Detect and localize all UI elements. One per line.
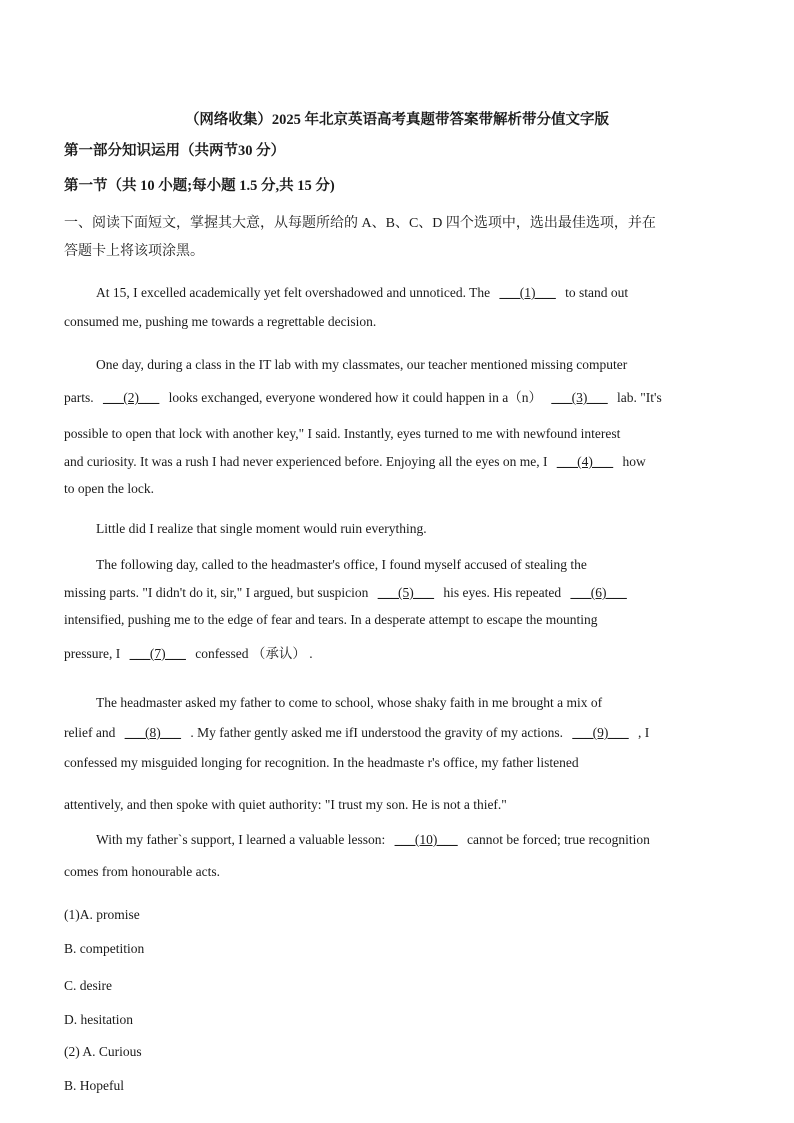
blank-6: ___(6)___	[570, 585, 627, 600]
option-item: D. hesitation	[64, 1012, 133, 1027]
passage-text: At 15, I excelled academically yet felt overshadowed and unnoticed. The	[96, 285, 494, 300]
passage-text: and curiosity. It was a rush I had never experienced before. Enjoying all the eyes on me, I	[64, 454, 551, 469]
passage-text: to stand out	[561, 285, 629, 300]
passage-line	[64, 586, 633, 600]
passage-line: Little did I realize that single moment would ruin everything.	[96, 521, 427, 536]
passage-text: With my father`s support, I learned a valuable lesson:	[96, 832, 389, 847]
passage-line	[64, 391, 662, 405]
passage-line	[64, 647, 313, 661]
passage-text: lab. "It's	[613, 390, 662, 405]
blank-7: ___(7)___	[129, 646, 186, 661]
passage-text: how	[619, 454, 646, 469]
blank-1: ___(1)___	[499, 285, 556, 300]
passage-line: intensified, pushing me to the edge of fear and tears. In a desperate attempt to escape the mounting	[64, 612, 598, 627]
blank-9: ___(9)___	[572, 725, 629, 740]
passage-text: his eyes. His repeated	[440, 585, 565, 600]
blank-10: ___(10)___	[394, 832, 458, 847]
passage-line: comes from honourable acts.	[64, 864, 220, 879]
passage-line: One day, during a class in the IT lab with my classmates, our teacher mentioned missing computer	[96, 357, 628, 372]
passage-line: possible to open that lock with another key," I said. Instantly, eyes turned to me with newfound interest	[64, 426, 621, 441]
passage-line	[64, 726, 649, 740]
option-item: (2) A. Curious	[64, 1044, 142, 1059]
passage-text: looks exchanged, everyone wondered how it could happen in a（n）	[165, 390, 546, 405]
document-title: （网络收集）2025 年北京英语高考真题带答案带解析带分值文字版	[184, 112, 610, 128]
passage-text: relief and	[64, 725, 119, 740]
passage-text: cannot be forced; true recognition	[463, 832, 650, 847]
passage-line: confessed my misguided longing for recognition. In the headmaste r's office, my father listened	[64, 755, 579, 770]
passage-line	[96, 833, 650, 847]
passage-text: pressure, I	[64, 646, 124, 661]
passage-text: confessed （承认） .	[191, 646, 313, 661]
passage-line: consumed me, pushing me towards a regrettable decision.	[64, 314, 377, 329]
blank-8: ___(8)___	[124, 725, 181, 740]
option-item: B. competition	[64, 941, 145, 956]
passage-text: . My father gently asked me ifI understood the gravity of my actions.	[186, 725, 567, 740]
part-heading: 第一部分知识运用（共两节30 分）	[64, 143, 286, 159]
passage-text: missing parts. "I didn't do it, sir," I argued, but suspicion	[64, 585, 372, 600]
blank-5: ___(5)___	[377, 585, 435, 600]
blank-2: ___(2)___	[103, 390, 160, 405]
passage-line	[64, 455, 646, 469]
passage-line: The following day, called to the headmaster's office, I found myself accused of stealing the	[96, 557, 587, 572]
passage-line	[96, 286, 628, 300]
option-item: (1)A. promise	[64, 907, 140, 922]
passage-text: , I	[634, 725, 650, 740]
section-heading: 第一节（共 10 小题;每小题 1.5 分,共 15 分)	[64, 178, 335, 194]
option-item: B. Hopeful	[64, 1078, 124, 1093]
blank-3: ___(3)___	[551, 390, 608, 405]
passage-text: parts.	[64, 390, 97, 405]
passage-line: The headmaster asked my father to come to school, whose shaky faith in me brought a mix of	[96, 695, 603, 710]
instruction-line-2: 答题卡上将该项涂黑。	[64, 244, 204, 259]
instruction-line-1: 一、阅读下面短文，掌握其大意，从每题所给的 A、B、C、D 四个选项中，选出最佳选项，并在	[64, 216, 656, 231]
passage-line: to open the lock.	[64, 481, 154, 496]
blank-4: ___(4)___	[556, 454, 614, 469]
passage-line: attentively, and then spoke with quiet authority: "I trust my son. He is not a thief."	[64, 797, 507, 812]
option-item: C. desire	[64, 978, 112, 993]
